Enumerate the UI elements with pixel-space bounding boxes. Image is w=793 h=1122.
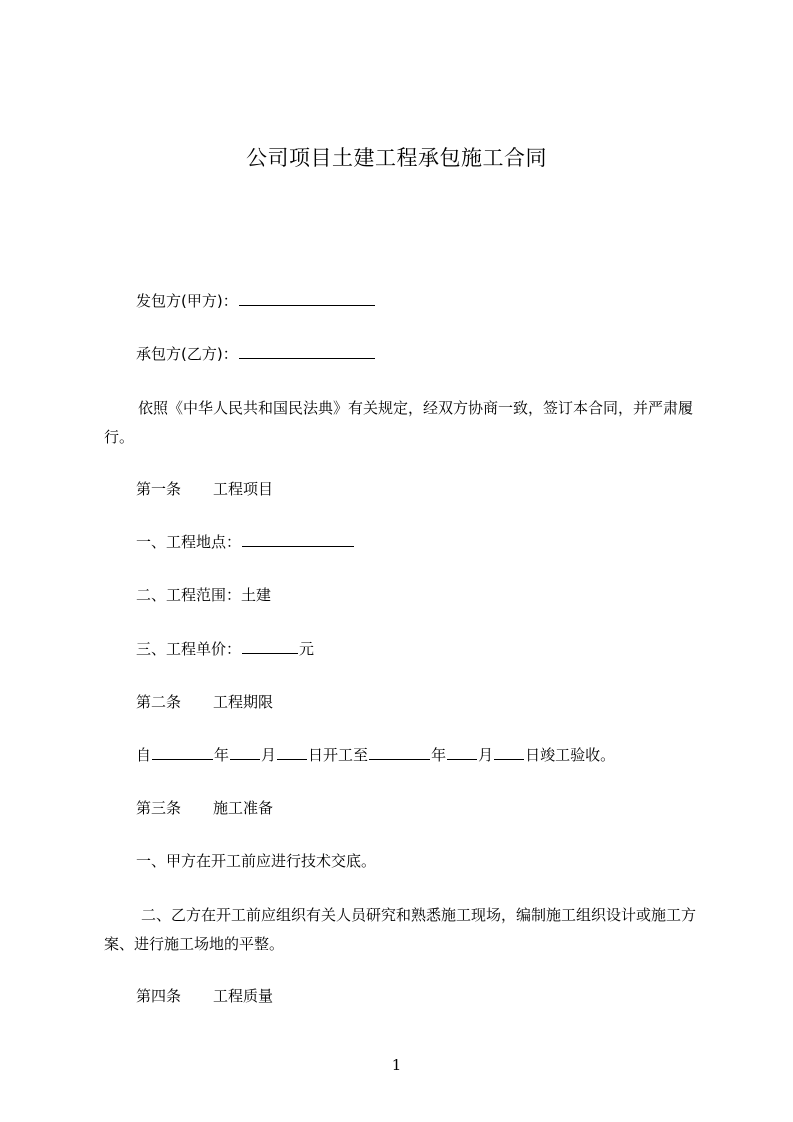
unit-price-blank: [242, 638, 298, 654]
work-location-blank: [242, 531, 354, 547]
period-end-text: 日竣工验收。: [525, 746, 616, 764]
end-month-blank: [447, 744, 477, 760]
article-4-title: 工程质量: [213, 987, 274, 1005]
party-b-blank: [239, 343, 375, 359]
period-line: [136, 744, 615, 766]
party-a-line: [136, 290, 376, 312]
article-1-heading: [136, 478, 273, 500]
article-2-heading: [136, 691, 273, 713]
period-year-2: 年: [431, 746, 447, 764]
party-b-line: [136, 343, 376, 365]
period-month-2: 月: [478, 746, 494, 764]
technical-briefing-line: 一、甲方在开工前应进行技术交底。: [136, 852, 377, 870]
article-2-title: 工程期限: [213, 693, 274, 711]
party-a-blank: [239, 290, 375, 306]
period-month-1: 月: [261, 746, 277, 764]
document-title: 公司项目土建工程承包施工合同: [246, 146, 547, 170]
period-year-1: 年: [214, 746, 230, 764]
start-year-blank: [152, 744, 213, 760]
intro-paragraph: 依照《中华人民共和国民法典》有关规定，经双方协商一致，签订本合同，并严肃履行。: [104, 399, 694, 446]
period-from: 自: [136, 746, 152, 764]
party-b-label: 承包方(乙方)：: [136, 345, 238, 363]
period-start-text: 日开工至: [308, 746, 369, 764]
article-4-heading: [136, 985, 273, 1007]
article-2-number: 第二条: [136, 693, 182, 711]
work-location-label: 一、工程地点：: [136, 533, 242, 551]
start-day-blank: [277, 744, 307, 760]
end-year-blank: [369, 744, 430, 760]
work-scope-line: 二、工程范围：土建: [136, 586, 272, 604]
site-preparation-paragraph: 二、乙方在开工前应组织有关人员研究和熟悉施工现场，编制施工组织设计或施工方案、进行施工场地的平整。: [104, 906, 697, 953]
article-3-title: 施工准备: [213, 799, 274, 817]
unit-price-unit: 元: [299, 640, 315, 658]
unit-price-line: [136, 638, 314, 660]
unit-price-label: 三、工程单价：: [136, 640, 242, 658]
party-a-label: 发包方(甲方)：: [136, 292, 238, 310]
work-location-line: [136, 531, 355, 553]
page-number: 1: [391, 1056, 402, 1074]
article-1-number: 第一条: [136, 480, 182, 498]
start-month-blank: [230, 744, 260, 760]
end-day-blank: [494, 744, 524, 760]
article-3-heading: [136, 797, 273, 819]
article-4-number: 第四条: [136, 987, 182, 1005]
article-1-title: 工程项目: [213, 480, 274, 498]
article-3-number: 第三条: [136, 799, 182, 817]
